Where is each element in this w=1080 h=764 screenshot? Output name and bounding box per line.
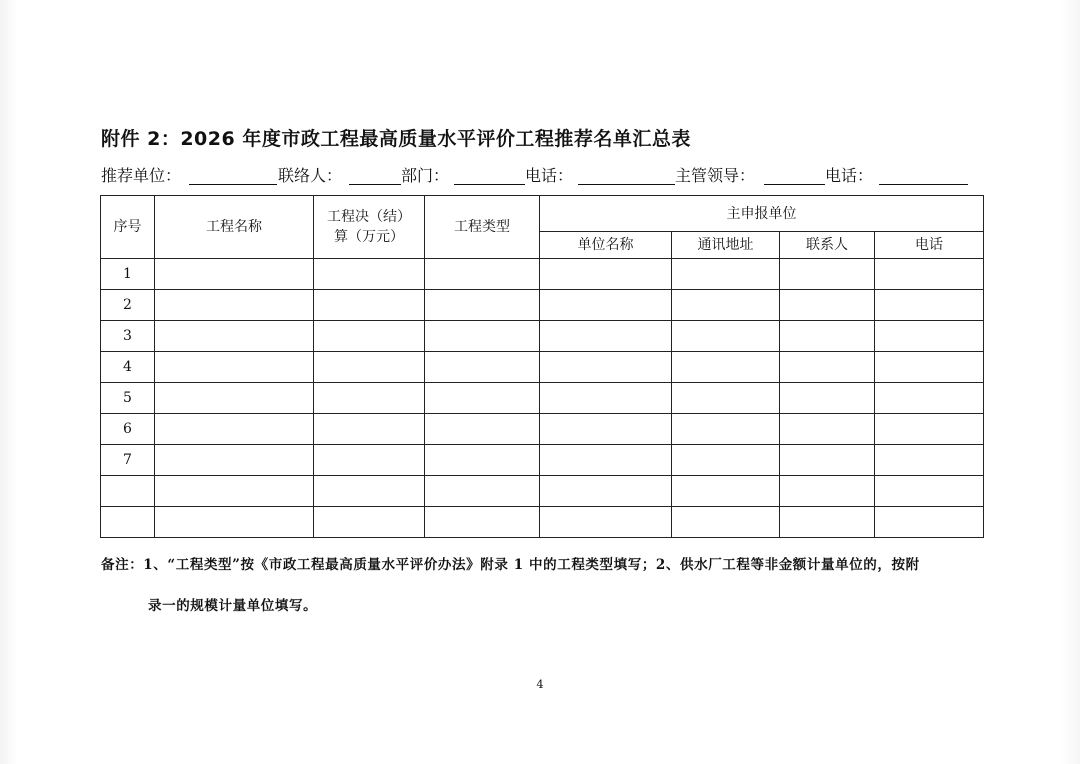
- recommending-unit-blank[interactable]: [189, 184, 277, 185]
- project-type-cell[interactable]: [425, 352, 540, 383]
- address-cell[interactable]: [672, 352, 780, 383]
- table-row: [101, 383, 984, 414]
- contact-person-cell[interactable]: [780, 507, 875, 538]
- contact-person-cell[interactable]: [780, 352, 875, 383]
- project-name-cell[interactable]: [155, 445, 314, 476]
- address-cell[interactable]: [672, 414, 780, 445]
- table-row: [101, 476, 984, 507]
- address-cell[interactable]: [672, 290, 780, 321]
- header-address: 通讯地址: [672, 232, 780, 259]
- note-line-1: 备注：1、“工程类型”按《市政工程最高质量水平评价办法》附录 1 中的工程类型填写；2、供水厂工程等非金额计量单位的，按附: [101, 557, 920, 573]
- project-type-cell[interactable]: [425, 259, 540, 290]
- project-type-cell[interactable]: [425, 383, 540, 414]
- address-cell[interactable]: [672, 445, 780, 476]
- department-blank[interactable]: [454, 184, 525, 185]
- project-name-cell[interactable]: [155, 507, 314, 538]
- table-row: [101, 445, 984, 476]
- settlement-cell[interactable]: [314, 383, 425, 414]
- page-title: 附件 2：2026 年度市政工程最高质量水平评价工程推荐名单汇总表: [101, 128, 691, 150]
- contact-person-cell[interactable]: [780, 321, 875, 352]
- leader-label: 主管领导：: [675, 166, 756, 185]
- header-settlement-amount: [314, 196, 425, 259]
- seq-cell: 7: [101, 445, 155, 476]
- unit-name-cell[interactable]: [540, 352, 672, 383]
- project-type-cell[interactable]: [425, 507, 540, 538]
- settlement-cell[interactable]: [314, 259, 425, 290]
- seq-cell: 5: [101, 383, 155, 414]
- header-contact-person: 联系人: [780, 232, 875, 259]
- seq-cell: 2: [101, 290, 155, 321]
- project-name-cell[interactable]: [155, 259, 314, 290]
- contact-person-cell[interactable]: [780, 290, 875, 321]
- address-cell[interactable]: [672, 383, 780, 414]
- phone-blank-1[interactable]: [578, 184, 675, 185]
- address-cell[interactable]: [672, 476, 780, 507]
- phone-cell[interactable]: [875, 476, 984, 507]
- project-type-cell[interactable]: [425, 445, 540, 476]
- address-cell[interactable]: [672, 507, 780, 538]
- phone-cell[interactable]: [875, 383, 984, 414]
- page-number: 4: [536, 678, 544, 691]
- phone-label-2: 电话：: [825, 166, 874, 185]
- contact-person-cell[interactable]: [780, 383, 875, 414]
- contact-label: 联络人：: [278, 166, 343, 185]
- header-settlement-line2: 算（万元）: [334, 229, 404, 245]
- phone-label-1: 电话：: [525, 166, 574, 185]
- contact-person-cell[interactable]: [780, 414, 875, 445]
- table-row: [101, 321, 984, 352]
- settlement-cell[interactable]: [314, 476, 425, 507]
- header-main-applicant: 主申报单位: [540, 196, 984, 232]
- header-unit-name: 单位名称: [540, 232, 672, 259]
- table-body: [101, 259, 984, 538]
- recommending-unit-label: 推荐单位：: [101, 166, 182, 185]
- department-label: 部门：: [401, 166, 450, 185]
- phone-blank-2[interactable]: [879, 184, 968, 185]
- header-project-name: 工程名称: [155, 196, 314, 259]
- table-row: [101, 259, 984, 290]
- project-name-cell[interactable]: [155, 352, 314, 383]
- project-name-cell[interactable]: [155, 321, 314, 352]
- project-name-cell[interactable]: [155, 476, 314, 507]
- settlement-cell[interactable]: [314, 321, 425, 352]
- phone-cell[interactable]: [875, 414, 984, 445]
- settlement-cell[interactable]: [314, 414, 425, 445]
- table-row: [101, 414, 984, 445]
- seq-cell: [101, 476, 155, 507]
- phone-cell[interactable]: [875, 259, 984, 290]
- table-row: [101, 352, 984, 383]
- recommendation-summary-table: [100, 195, 984, 538]
- seq-cell: 6: [101, 414, 155, 445]
- unit-name-cell[interactable]: [540, 507, 672, 538]
- unit-name-cell[interactable]: [540, 414, 672, 445]
- address-cell[interactable]: [672, 321, 780, 352]
- seq-cell: 1: [101, 259, 155, 290]
- header-project-type: 工程类型: [425, 196, 540, 259]
- seq-cell: 4: [101, 352, 155, 383]
- project-type-cell[interactable]: [425, 321, 540, 352]
- unit-name-cell[interactable]: [540, 321, 672, 352]
- phone-cell[interactable]: [875, 445, 984, 476]
- table-row: [101, 507, 984, 538]
- contact-blank[interactable]: [349, 184, 401, 185]
- recommendation-info-line: [101, 163, 981, 187]
- contact-person-cell[interactable]: [780, 445, 875, 476]
- table-row: [101, 290, 984, 321]
- header-settlement-line1: 工程决（结）: [327, 209, 411, 225]
- address-cell[interactable]: [672, 259, 780, 290]
- header-seq: 序号: [101, 196, 155, 259]
- unit-name-cell[interactable]: [540, 259, 672, 290]
- project-name-cell[interactable]: [155, 290, 314, 321]
- contact-person-cell[interactable]: [780, 259, 875, 290]
- project-name-cell[interactable]: [155, 383, 314, 414]
- settlement-cell[interactable]: [314, 290, 425, 321]
- project-type-cell[interactable]: [425, 290, 540, 321]
- project-type-cell[interactable]: [425, 414, 540, 445]
- unit-name-cell[interactable]: [540, 445, 672, 476]
- contact-person-cell[interactable]: [780, 476, 875, 507]
- phone-cell[interactable]: [875, 352, 984, 383]
- note-line-2: 录一的规模计量单位填写。: [148, 598, 318, 614]
- unit-name-cell[interactable]: [540, 476, 672, 507]
- settlement-cell[interactable]: [314, 445, 425, 476]
- project-name-cell[interactable]: [155, 414, 314, 445]
- phone-cell[interactable]: [875, 507, 984, 538]
- phone-cell[interactable]: [875, 321, 984, 352]
- seq-cell: 3: [101, 321, 155, 352]
- unit-name-cell[interactable]: [540, 290, 672, 321]
- header-phone: 电话: [875, 232, 984, 259]
- seq-cell: [101, 507, 155, 538]
- unit-name-cell[interactable]: [540, 383, 672, 414]
- phone-cell[interactable]: [875, 290, 984, 321]
- settlement-cell[interactable]: [314, 352, 425, 383]
- project-type-cell[interactable]: [425, 476, 540, 507]
- settlement-cell[interactable]: [314, 507, 425, 538]
- leader-blank[interactable]: [764, 184, 825, 185]
